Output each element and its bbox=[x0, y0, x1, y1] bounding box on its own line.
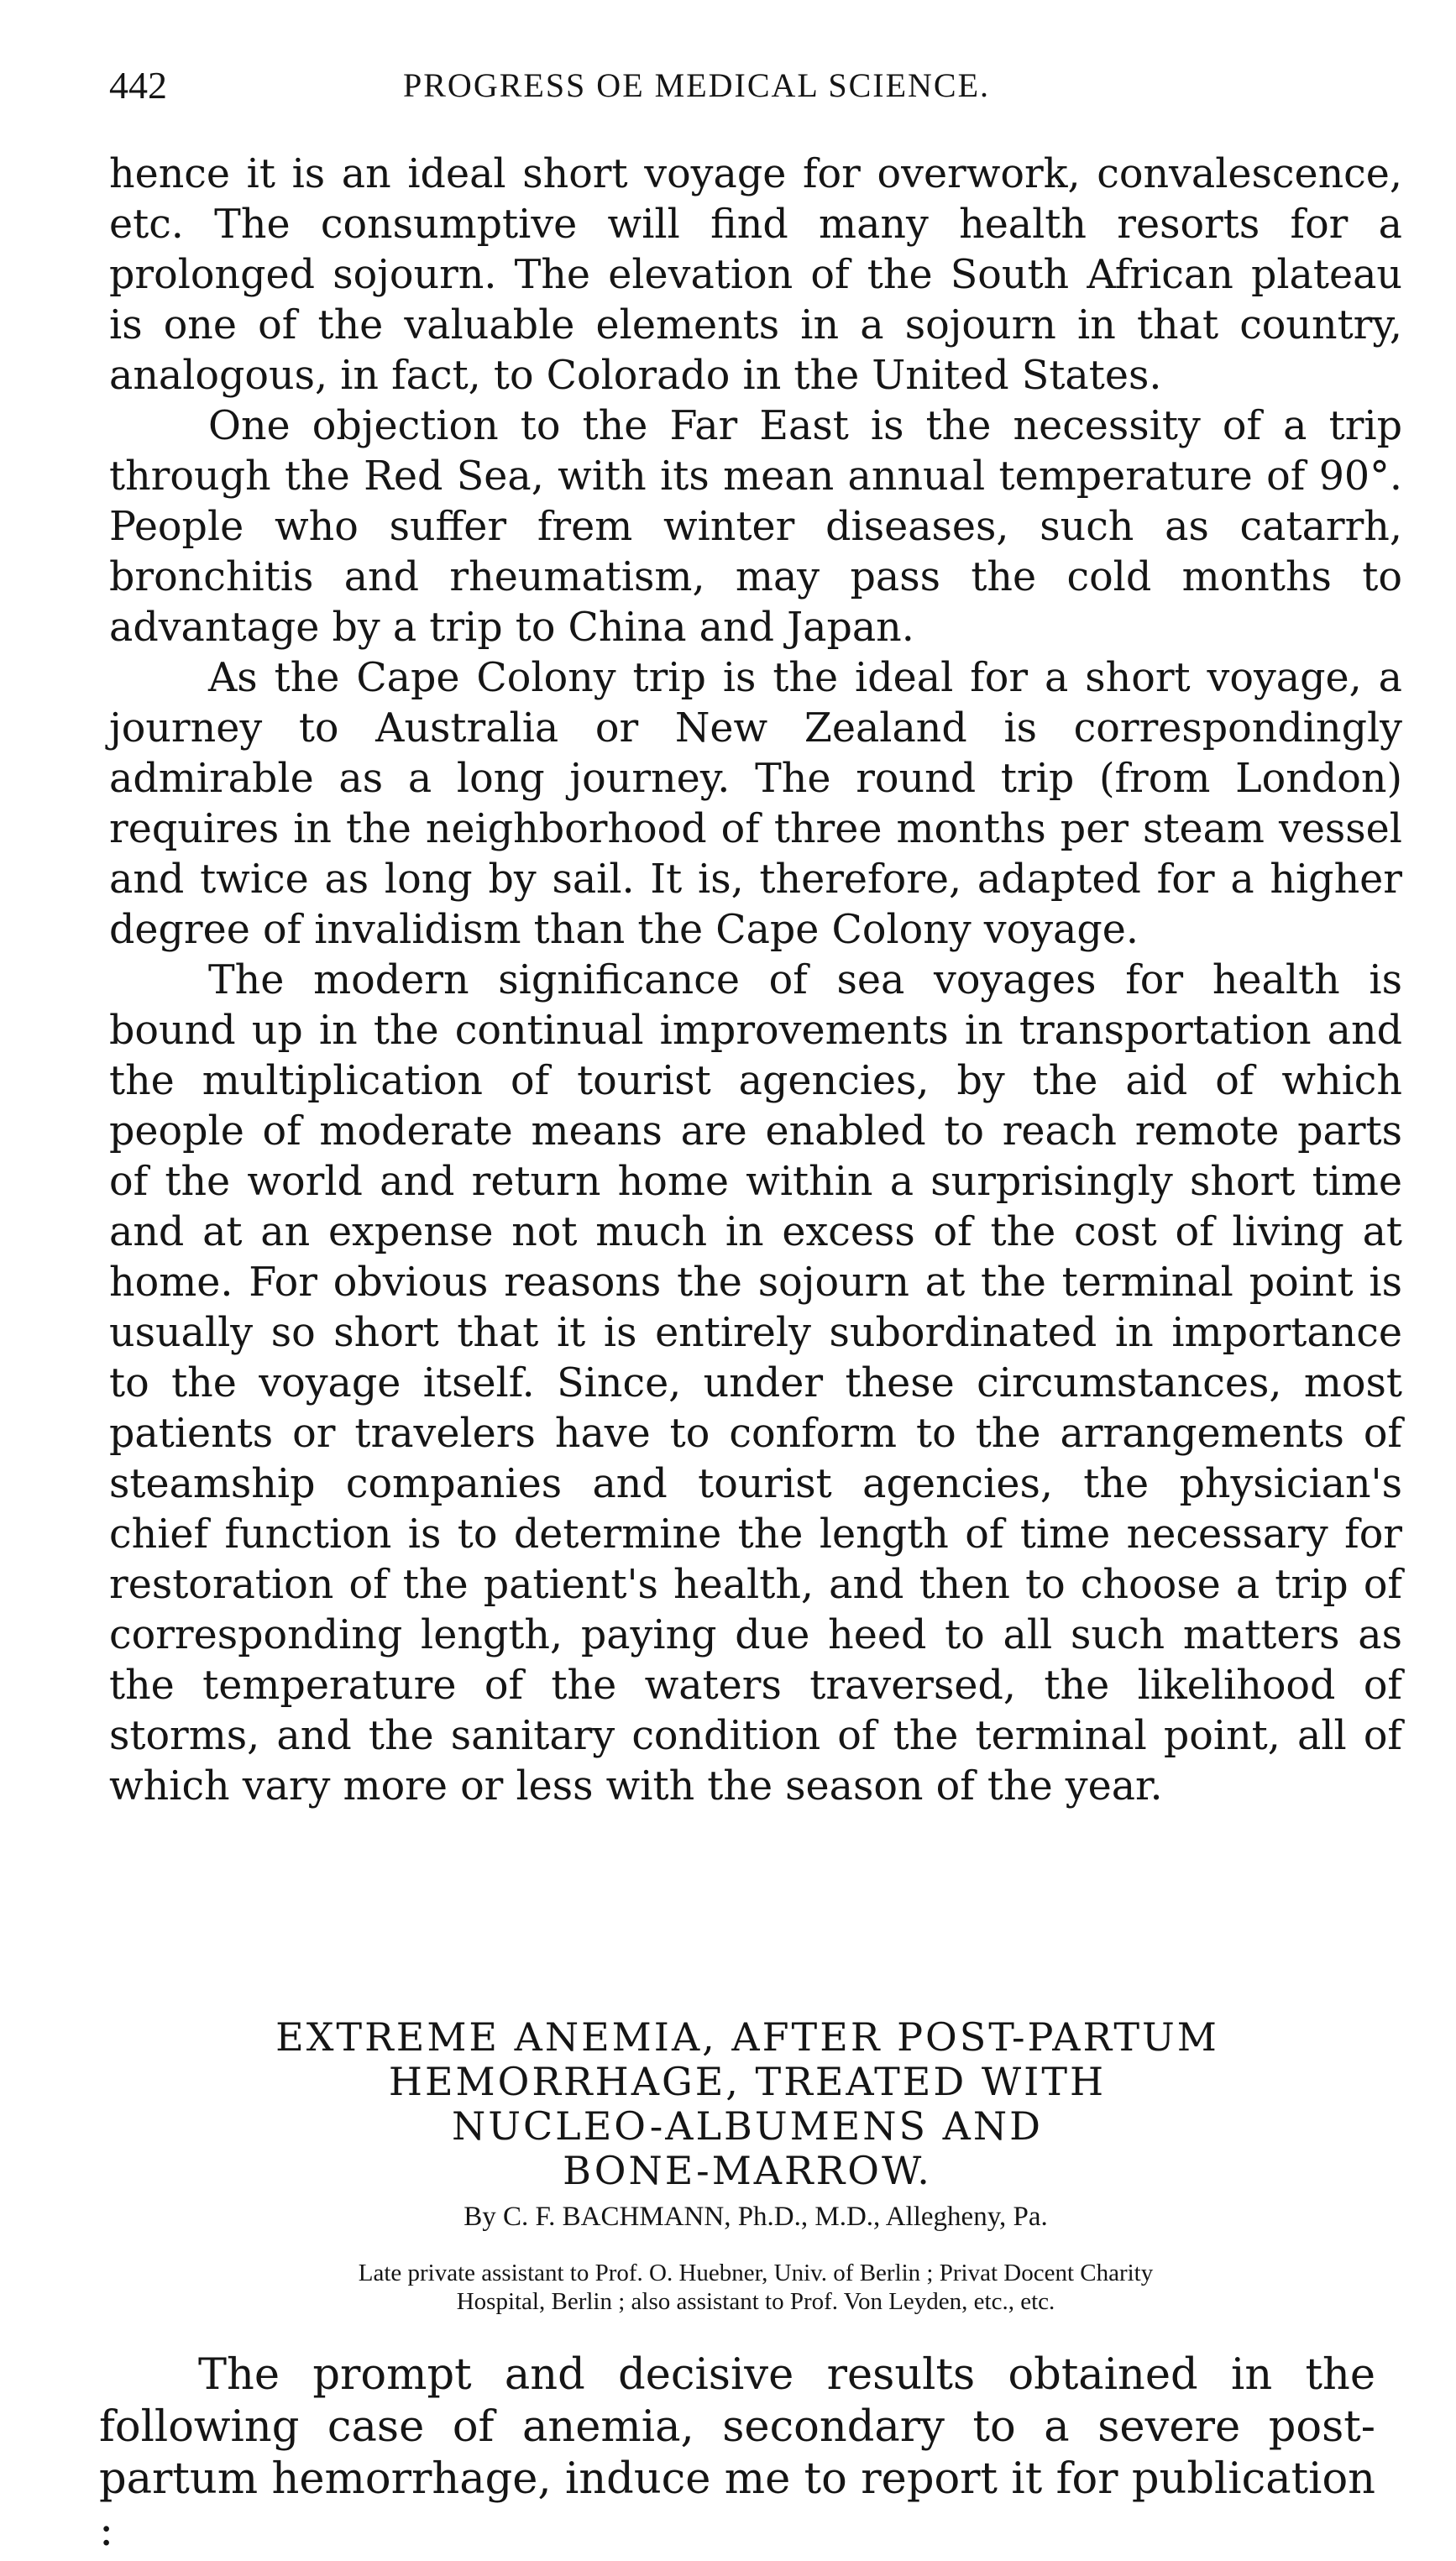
body-text bbox=[109, 149, 1402, 1812]
author-affiliation bbox=[109, 2259, 1402, 2316]
running-head bbox=[109, 60, 1402, 111]
article-title-line: NUCLEO-ALBUMENS AND bbox=[451, 2103, 1044, 2149]
article-title-line: HEMORRHAGE, TREATED WITH bbox=[388, 2059, 1107, 2104]
paragraph-far-east: One objection to the Far East is the necessity of a trip through the Red Sea, with its mean annual temperature of 90°. People who suffer frem winter diseases, such as catarrh, bronchitis and rheumatism, may pass the cold months to advantage by a trip to China and Japan. bbox=[109, 403, 1402, 651]
paragraph-sojourn: hence it is an ideal short voyage for overwork, convalescence, etc. The consumptive will find many health resorts for a prolonged sojourn. The elevation of the South African plateau is one of the valuable elements in a sojourn in that country, analogous, in fact, to Colorado in the United States. bbox=[109, 151, 1402, 399]
article-intro bbox=[99, 2349, 1375, 2558]
intro-paragraph: The prompt and decisive results obtained in the following case of anemia, secondary to a severe post-partum hemorrhage, induce me to report it for publication : bbox=[99, 2350, 1375, 2556]
paragraph-sea-voyages: The modern significance of sea voyages for health is bound up in the continual improvements in transportation and the multiplication of tourist agencies, by the aid of which people of moderate means are enabled to reach remote parts of the world and return home within a surprisingly short time and at an expense not much in excess of the cost of living at home. For obvious reasons the sojourn at the terminal point is usually so short that it is entirely subordinated in importance to the voyage itself. Since, under these circumstances, most patients or travelers have to conform to the arrangements of steamship companies and tourist agencies, the physician's chief function is to determine the length of time necessary for restoration of the patient's health, and then to choose a trip of corresponding length, paying due heed to all such matters as the temperature of the waters traversed, the likelihood of storms, and the sanitary condition of the terminal point, all of which vary more or less with the season of the year. bbox=[109, 957, 1402, 1809]
author-byline: By C. F. BACHMANN, Ph.D., M.D., Allegheny, Pa. bbox=[464, 2202, 1048, 2232]
affiliation-line: Late private assistant to Prof. O. Huebner, Univ. of Berlin ; Privat Docent Charity bbox=[358, 2260, 1154, 2286]
affiliation-line: Hospital, Berlin ; also assistant to Prof. Von Leyden, etc., etc. bbox=[456, 2288, 1055, 2315]
running-title: PROGRESS OE MEDICAL SCIENCE. bbox=[403, 66, 991, 104]
article-title-line: BONE-MARROW. bbox=[563, 2148, 932, 2193]
article-title-line: EXTREME ANEMIA, AFTER POST-PARTUM bbox=[275, 2014, 1219, 2060]
article-title bbox=[126, 2015, 1369, 2193]
paragraph-australia: As the Cape Colony trip is the ideal for a short voyage, a journey to Australia or New Zealand is correspondingly admirable as a long journey. The round trip (from London) requires in the neighborhood of three months per steam vessel and twice as long by sail. It is, therefore, adapted for a higher degree of invalidism than the Cape Colony voyage. bbox=[109, 655, 1402, 953]
page-number: 442 bbox=[109, 64, 167, 107]
